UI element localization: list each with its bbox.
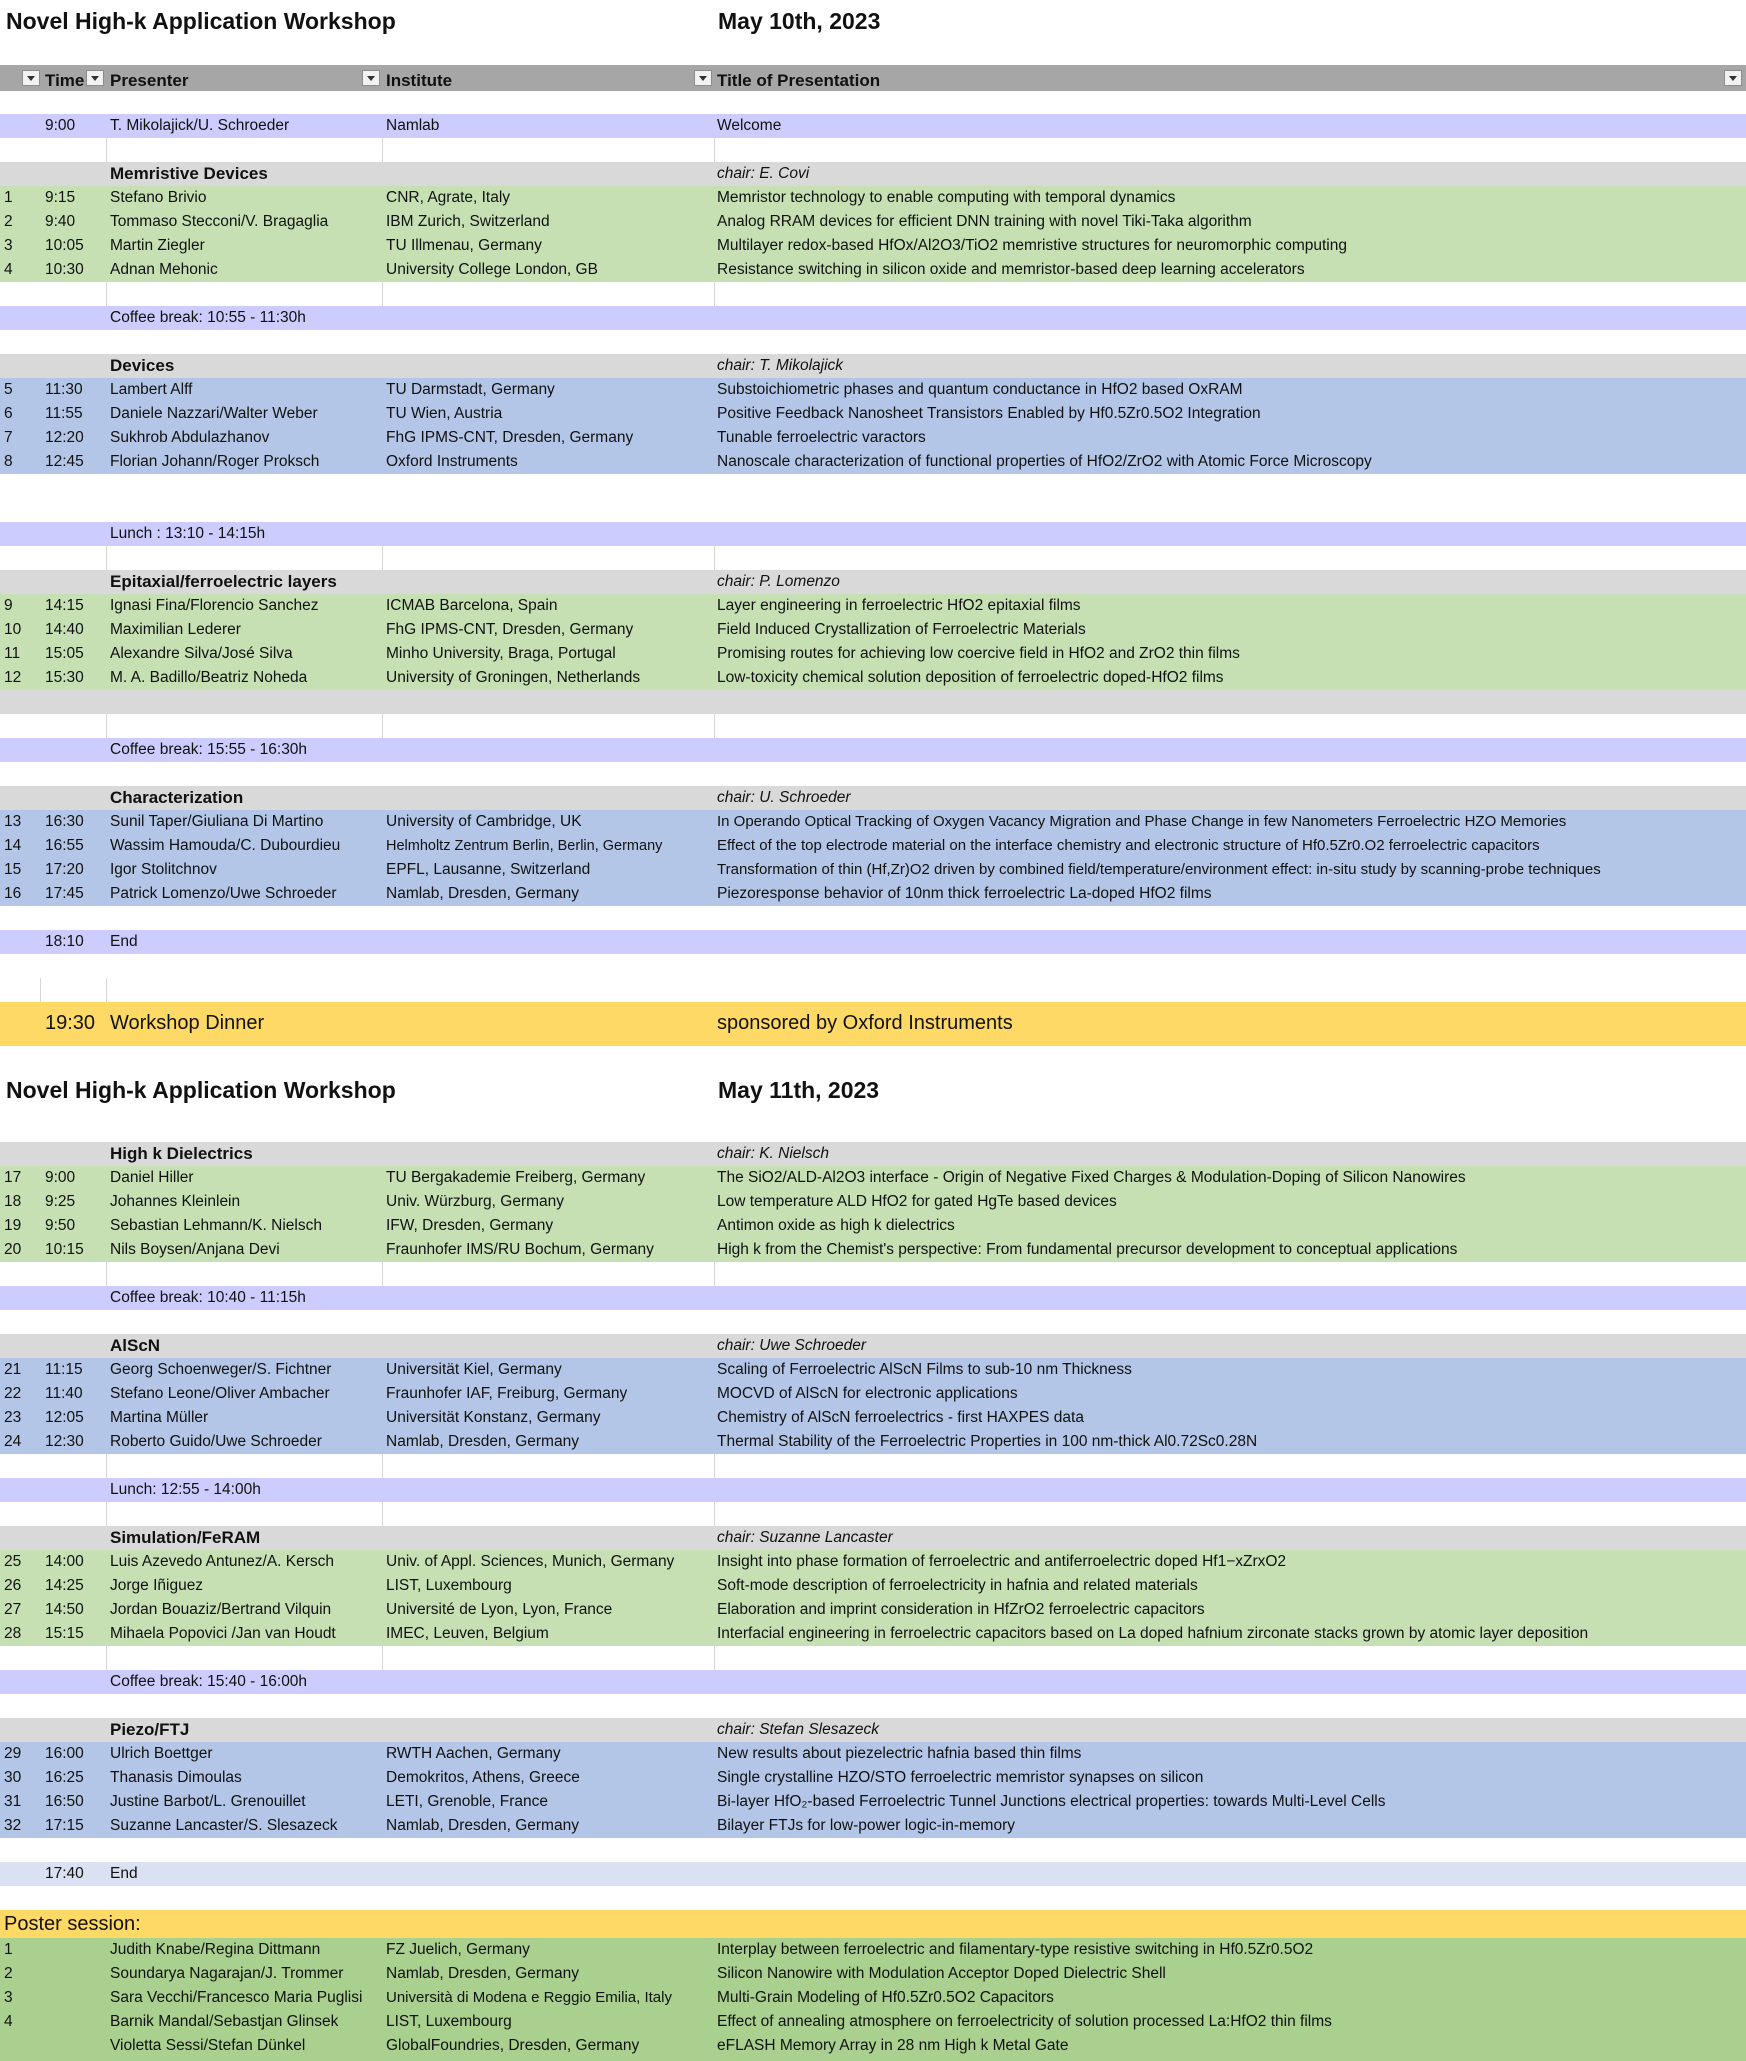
spacer-row — [0, 1454, 1746, 1478]
row-title: Promising routes for achieving low coercive field in HfO2 and ZrO2 thin films — [717, 645, 1240, 662]
row-presenter: Maximilian Lederer — [110, 621, 241, 638]
row-title: Substoichiometric phases and quantum conductance in HfO2 based OxRAM — [717, 381, 1243, 398]
row-time: 16:30 — [45, 813, 84, 830]
row-title: Nanoscale characterization of functional properties of HfO2/ZrO2 with Atomic Force Microscopy — [717, 453, 1372, 470]
row-number: 14 — [4, 837, 22, 854]
session-name: Characterization — [110, 788, 244, 807]
dinner-sponsor: sponsored by Oxford Instruments — [717, 1012, 1013, 1034]
row-title: Low-toxicity chemical solution deposition of ferroelectric doped-HfO2 films — [717, 669, 1224, 686]
row-institute: TU Bergakademie Freiberg, Germany — [386, 1169, 646, 1186]
row-presenter: M. A. Badillo/Beatriz Noheda — [110, 669, 308, 686]
row-time: 9:15 — [45, 189, 76, 206]
row-institute: CNR, Agrate, Italy — [386, 189, 511, 206]
table-row — [0, 1382, 1746, 1406]
row-presenter: Alexandre Silva/José Silva — [110, 645, 293, 662]
row-presenter: Stefano Brivio — [110, 189, 207, 206]
row-presenter: Johannes Kleinlein — [110, 1193, 241, 1210]
row-presenter: Judith Knabe/Regina Dittmann — [110, 1941, 321, 1958]
row-title: Resistance switching in silicon oxide and memristor-based deep learning accelerators — [717, 261, 1305, 278]
session-name: AlScN — [110, 1336, 161, 1355]
break-label: Coffee break: 10:55 - 11:30h — [110, 309, 306, 326]
row-institute: Université de Lyon, Lyon, France — [386, 1601, 613, 1618]
session-header — [0, 1334, 1746, 1358]
table-row — [0, 1622, 1746, 1646]
row-presenter: Ignasi Fina/Florencio Sanchez — [110, 597, 319, 614]
row-title: Memristor technology to enable computing with temporal dynamics — [717, 189, 1176, 206]
break-row — [0, 738, 1746, 762]
row-title: Elaboration and imprint consideration in HfZrO2 ferroelectric capacitors — [717, 1601, 1205, 1618]
row-time: 15:15 — [45, 1625, 84, 1642]
row-title: Multilayer redox-based HfOx/Al2O3/TiO2 memristive structures for neuromorphic computing — [717, 237, 1347, 254]
session-header — [0, 162, 1746, 186]
row-presenter: Luis Azevedo Antunez/A. Kersch — [110, 1553, 335, 1570]
table-row — [0, 1166, 1746, 1190]
row-institute: Namlab — [386, 117, 440, 134]
spacer-row — [0, 282, 1746, 306]
session-chair: chair: Stefan Slesazeck — [717, 1721, 879, 1738]
table-row — [0, 642, 1746, 666]
row-institute: Fraunhofer IAF, Freiburg, Germany — [386, 1385, 628, 1402]
row-title: Thermal Stability of the Ferroelectric Properties in 100 nm-thick Al0.72Sc0.28N — [717, 1433, 1258, 1450]
spacer-row — [0, 1646, 1746, 1670]
row-institute: Fraunhofer IMS/RU Bochum, Germany — [386, 1241, 654, 1258]
row-presenter: Adnan Mehonic — [110, 261, 218, 278]
row-time: 15:30 — [45, 669, 84, 686]
table-row — [0, 186, 1746, 210]
row-institute: Minho University, Braga, Portugal — [386, 645, 616, 662]
filter-dropdown-icon[interactable] — [22, 70, 40, 86]
spacer-row — [0, 1262, 1746, 1286]
row-time: 11:40 — [45, 1385, 83, 1402]
row-time: 11:15 — [45, 1361, 83, 1378]
table-row — [0, 378, 1746, 402]
row-presenter: Stefano Leone/Oliver Ambacher — [110, 1385, 330, 1402]
row-title: In Operando Optical Tracking of Oxygen Vacancy Migration and Phase Change in few Nanometers Ferroelectric HZO Memories — [717, 813, 1567, 830]
dinner-time: 19:30 — [45, 1012, 96, 1034]
row-time: 10:30 — [45, 261, 84, 278]
row-presenter: Jordan Bouaziz/Bertrand Vilquin — [110, 1601, 332, 1618]
list-item — [0, 2034, 1746, 2061]
break-label: Coffee break: 10:40 - 11:15h — [110, 1289, 306, 1306]
workshop-date: May 11th, 2023 — [718, 1077, 880, 1103]
row-time: 14:50 — [45, 1601, 84, 1618]
header-presenter: Presenter — [110, 71, 189, 90]
filter-dropdown-icon[interactable] — [362, 70, 380, 86]
row-time: 12:05 — [45, 1409, 84, 1426]
row-title: Positive Feedback Nanosheet Transistors Enabled by Hf0.5Zr0.5O2 Integration — [717, 405, 1261, 422]
row-time: 9:50 — [45, 1217, 76, 1234]
table-row — [0, 234, 1746, 258]
row-title: Bi-layer HfO₂-based Ferroelectric Tunnel Junctions electrical properties: towards Multi-Level Cells — [717, 1793, 1386, 1810]
spacer-row — [0, 690, 1746, 714]
row-presenter: Georg Schoenweger/S. Fichtner — [110, 1361, 332, 1378]
row-number: 23 — [4, 1409, 22, 1426]
spacer-row — [0, 978, 1746, 1002]
session-header — [0, 1718, 1746, 1742]
row-title: Effect of the top electrode material on the interface chemistry and electronic structure of Hf0.5Zr0.O2 ferroelectric capacitors — [717, 837, 1540, 854]
row-title: Low temperature ALD HfO2 for gated HgTe based devices — [717, 1193, 1117, 1210]
row-institute: Namlab, Dresden, Germany — [386, 1433, 579, 1450]
row-time: 9:25 — [45, 1193, 76, 1210]
break-label: Lunch : 13:10 - 14:15h — [110, 525, 266, 542]
row-number: 12 — [4, 669, 22, 686]
row-presenter: Soundarya Nagarajan/J. Trommer — [110, 1965, 344, 1982]
table-row — [0, 1190, 1746, 1214]
session-header — [0, 570, 1746, 594]
filter-dropdown-icon[interactable] — [694, 70, 712, 86]
row-time: 14:40 — [45, 621, 84, 638]
header-time: Time — [45, 71, 85, 90]
row-title: The SiO2/ALD-Al2O3 interface - Origin of Negative Fixed Charges & Modulation-Doping of Silicon Nanowires — [717, 1169, 1466, 1186]
session-chair: chair: K. Nielsch — [717, 1145, 829, 1162]
poster-heading: Poster session: — [4, 1913, 141, 1935]
workshop-title: Novel High-k Application Workshop — [6, 1077, 396, 1103]
table-row — [0, 210, 1746, 234]
row-time: 15:05 — [45, 645, 84, 662]
row-number: 31 — [4, 1793, 22, 1810]
row-number: 1 — [4, 1941, 13, 1958]
spacer-row — [0, 138, 1746, 162]
table-row — [0, 1550, 1746, 1574]
row-time: 17:15 — [45, 1817, 84, 1834]
row-title: Interplay between ferroelectric and filamentary-type resistive switching in Hf0.5Zr0.5O2 — [717, 1941, 1314, 1958]
dinner-row — [0, 1002, 1746, 1046]
table-row — [0, 1574, 1746, 1598]
table-row — [0, 834, 1746, 858]
row-time: 14:00 — [45, 1553, 84, 1570]
row-presenter: Sukhrob Abdulazhanov — [110, 429, 270, 446]
table-row — [0, 426, 1746, 450]
row-presenter: Violetta Sessi/Stefan Dünkel — [110, 2037, 306, 2054]
break-label: Coffee break: 15:55 - 16:30h — [110, 741, 308, 758]
row-number: 11 — [4, 645, 21, 662]
table-row — [0, 402, 1746, 426]
row-number: 13 — [4, 813, 22, 830]
row-institute: ICMAB Barcelona, Spain — [386, 597, 558, 614]
row-presenter: Mihaela Popovici /Jan van Houdt — [110, 1625, 336, 1642]
spacer-row — [0, 546, 1746, 570]
end-row — [0, 930, 1746, 954]
row-title: Tunable ferroelectric varactors — [717, 429, 926, 446]
header-title: Title of Presentation — [717, 71, 881, 90]
row-institute: GlobalFoundries, Dresden, Germany — [386, 2037, 640, 2054]
poster-header-row — [0, 1910, 1746, 1938]
session-header — [0, 1526, 1746, 1550]
row-time: 16:50 — [45, 1793, 84, 1810]
day1-title-row — [0, 2, 1746, 40]
row-time: 12:30 — [45, 1433, 84, 1450]
row-number: 30 — [4, 1769, 22, 1786]
row-presenter: Martina Müller — [110, 1409, 209, 1426]
row-time: 17:20 — [45, 861, 84, 878]
session-name: High k Dielectrics — [110, 1144, 253, 1163]
row-presenter: Daniele Nazzari/Walter Weber — [110, 405, 318, 422]
table-row — [0, 1214, 1746, 1238]
session-chair: chair: Suzanne Lancaster — [717, 1529, 893, 1546]
table-row — [0, 810, 1746, 834]
row-number: 4 — [4, 261, 13, 278]
row-number: 26 — [4, 1577, 22, 1594]
row-time: 9:00 — [45, 1169, 76, 1186]
session-name: Piezo/FTJ — [110, 1720, 190, 1739]
row-institute: Namlab, Dresden, Germany — [386, 1965, 579, 1982]
row-time: 16:55 — [45, 837, 84, 854]
row-time: 14:15 — [45, 597, 84, 614]
row-time: 14:25 — [45, 1577, 84, 1594]
dinner-label: Workshop Dinner — [110, 1012, 265, 1034]
table-row — [0, 618, 1746, 642]
row-number: 28 — [4, 1625, 22, 1642]
session-chair: chair: T. Mikolajick — [717, 357, 844, 374]
row-title: Soft-mode description of ferroelectricity in hafnia and related materials — [717, 1577, 1198, 1594]
row-presenter: Nils Boysen/Anjana Devi — [110, 1241, 280, 1258]
row-time: 12:20 — [45, 429, 84, 446]
row-presenter: Tommaso Stecconi/V. Bragaglia — [110, 213, 329, 230]
filter-dropdown-icon[interactable] — [86, 70, 104, 86]
table-row — [0, 450, 1746, 474]
row-institute: FhG IPMS-CNT, Dresden, Germany — [386, 429, 634, 446]
row-number: 25 — [4, 1553, 22, 1570]
row-institute: LETI, Grenoble, France — [386, 1793, 548, 1810]
row-number: 32 — [4, 1817, 22, 1834]
break-label: Lunch: 12:55 - 14:00h — [110, 1481, 261, 1498]
row-time: 17:45 — [45, 885, 84, 902]
list-item — [0, 1986, 1746, 2010]
row-title: Antimon oxide as high k dielectrics — [717, 1217, 955, 1234]
break-row — [0, 306, 1746, 330]
session-chair: chair: P. Lomenzo — [717, 573, 840, 590]
row-time: 11:55 — [45, 405, 83, 422]
row-number: 6 — [4, 405, 13, 422]
session-header — [0, 1142, 1746, 1166]
filter-dropdown-icon[interactable] — [1724, 70, 1742, 86]
row-number: 15 — [4, 861, 22, 878]
row-number: 3 — [4, 1989, 13, 2006]
row-title: Analog RRAM devices for efficient DNN training with novel Tiki-Taka algorithm — [717, 213, 1252, 230]
row-time: 18:10 — [45, 933, 84, 950]
end-label: End — [110, 1865, 138, 1882]
row-number: 3 — [4, 237, 13, 254]
row-number: 16 — [4, 885, 22, 902]
spacer-row — [0, 714, 1746, 738]
row-title: Bilayer FTJs for low-power logic-in-memory — [717, 1817, 1016, 1834]
row-presenter: Jorge Iñiguez — [110, 1577, 204, 1594]
row-institute: Helmholtz Zentrum Berlin, Berlin, Germany — [386, 838, 663, 854]
table-row — [0, 1238, 1746, 1262]
row-presenter: Igor Stolitchnov — [110, 861, 217, 878]
row-title: Scaling of Ferroelectric AlScN Films to sub-10 nm Thickness — [717, 1361, 1132, 1378]
table-header — [0, 65, 1746, 91]
row-number: 24 — [4, 1433, 22, 1450]
row-number: 20 — [4, 1241, 22, 1258]
row-presenter: Suzanne Lancaster/S. Slesazeck — [110, 1817, 338, 1834]
row-institute: LIST, Luxembourg — [386, 2013, 512, 2030]
row-institute: Namlab, Dresden, Germany — [386, 1817, 579, 1834]
row-number: 1 — [4, 189, 13, 206]
row-institute: TU Wien, Austria — [386, 405, 503, 422]
table-row — [0, 594, 1746, 618]
workshop-title: Novel High-k Application Workshop — [6, 8, 396, 34]
row-institute: Universität Konstanz, Germany — [386, 1409, 601, 1426]
row-title: Field Induced Crystallization of Ferroelectric Materials — [717, 621, 1086, 638]
row-number: 29 — [4, 1745, 22, 1762]
list-item — [0, 1962, 1746, 1986]
row-presenter: Justine Barbot/L. Grenouillet — [110, 1793, 306, 1810]
row-number: 21 — [4, 1361, 22, 1378]
row-institute: Oxford Instruments — [386, 453, 518, 470]
list-item — [0, 1938, 1746, 1962]
row-presenter: Wassim Hamouda/C. Dubourdieu — [110, 837, 341, 854]
row-time: 12:45 — [45, 453, 84, 470]
row-presenter: Martin Ziegler — [110, 237, 205, 254]
session-chair: chair: E. Covi — [717, 165, 810, 182]
session-chair: chair: Uwe Schroeder — [717, 1337, 867, 1354]
row-number: 8 — [4, 453, 13, 470]
break-row — [0, 522, 1746, 546]
row-presenter: T. Mikolajick/U. Schroeder — [110, 117, 290, 134]
row-title: Interfacial engineering in ferroelectric capacitors based on La doped hafnium zirconate stacks grown by atomic layer deposition — [717, 1625, 1589, 1642]
row-presenter: Roberto Guido/Uwe Schroeder — [110, 1433, 322, 1450]
row-presenter: Patrick Lomenzo/Uwe Schroeder — [110, 885, 337, 902]
row-institute: IBM Zurich, Switzerland — [386, 213, 550, 230]
row-title: High k from the Chemist's perspective: From fundamental precursor development to conceptual applications — [717, 1241, 1458, 1258]
table-row — [0, 858, 1746, 882]
row-time: 17:40 — [45, 1865, 84, 1882]
row-number: 9 — [4, 597, 13, 614]
row-title: Chemistry of AlScN ferroelectrics - first HAXPES data — [717, 1409, 1084, 1426]
row-title: New results about piezelectric hafnia based thin films — [717, 1745, 1082, 1762]
session-name: Epitaxial/ferroelectric layers — [110, 572, 337, 591]
row-number: 2 — [4, 213, 13, 230]
row-presenter: Thanasis Dimoulas — [110, 1769, 242, 1786]
row-institute: IMEC, Leuven, Belgium — [386, 1625, 549, 1642]
row-title: Multi-Grain Modeling of Hf0.5Zr0.5O2 Capacitors — [717, 1989, 1054, 2006]
row-presenter: Barnik Mandal/Sebastjan Glinsek — [110, 2013, 339, 2030]
table-row — [0, 1742, 1746, 1766]
row-institute: EPFL, Lausanne, Switzerland — [386, 861, 591, 878]
row-institute: IFW, Dresden, Germany — [386, 1217, 554, 1234]
workshop-date: May 10th, 2023 — [718, 8, 881, 34]
end-row — [0, 1862, 1746, 1886]
spacer-row — [0, 1502, 1746, 1526]
break-row — [0, 1286, 1746, 1310]
header-institute: Institute — [386, 71, 453, 90]
session-header — [0, 354, 1746, 378]
row-title: Layer engineering in ferroelectric HfO2 epitaxial films — [717, 597, 1081, 614]
break-row — [0, 1670, 1746, 1694]
row-institute: Universität Kiel, Germany — [386, 1361, 562, 1378]
row-institute: University of Cambridge, UK — [386, 813, 582, 830]
row-institute: University College London, GB — [386, 261, 598, 278]
end-label: End — [110, 933, 138, 950]
row-title: Silicon Nanowire with Modulation Acceptor Doped Dielectric Shell — [717, 1965, 1166, 1982]
row-time: 16:25 — [45, 1769, 84, 1786]
table-row — [0, 1790, 1746, 1814]
table-row — [0, 1598, 1746, 1622]
day2-title-row — [0, 1071, 1746, 1109]
table-row — [0, 882, 1746, 906]
break-row — [0, 1478, 1746, 1502]
row-time: 9:00 — [45, 117, 76, 134]
row-presenter: Daniel Hiller — [110, 1169, 194, 1186]
row-number: 7 — [4, 429, 13, 446]
row-institute: LIST, Luxembourg — [386, 1577, 512, 1594]
row-number: 18 — [4, 1193, 22, 1210]
row-institute: RWTH Aachen, Germany — [386, 1745, 561, 1762]
row-presenter: Sara Vecchi/Francesco Maria Puglisi — [110, 1989, 363, 2006]
row-presenter: Ulrich Boettger — [110, 1745, 213, 1762]
row-number: 27 — [4, 1601, 22, 1618]
row-presenter: Florian Johann/Roger Proksch — [110, 453, 320, 470]
session-header — [0, 786, 1746, 810]
row-number: 2 — [4, 1965, 13, 1982]
row-title: Transformation of thin (Hf,Zr)O2 driven by combined field/temperature/environment effect: in-situ study by scanning-probe techniques — [717, 861, 1601, 878]
row-institute: Demokritos, Athens, Greece — [386, 1769, 580, 1786]
table-row — [0, 1358, 1746, 1382]
row-title: Effect of annealing atmosphere on ferroelectricity of solution processed La:HfO2 thin films — [717, 2013, 1332, 2030]
table-row — [0, 1766, 1746, 1790]
row-time: 11:30 — [45, 381, 83, 398]
row-institute: University of Groningen, Netherlands — [386, 669, 641, 686]
table-row — [0, 666, 1746, 690]
row-presenter: Lambert Alff — [110, 381, 193, 398]
row-number: 10 — [4, 621, 22, 638]
row-time: 10:05 — [45, 237, 84, 254]
row-presenter: Sunil Taper/Giuliana Di Martino — [110, 813, 324, 830]
row-institute: Univ. of Appl. Sciences, Munich, Germany — [386, 1553, 675, 1570]
table-row — [0, 1814, 1746, 1838]
row-title: Piezoresponse behavior of 10nm thick ferroelectric La-doped HfO2 films — [717, 885, 1212, 902]
row-institute: FZ Juelich, Germany — [386, 1941, 530, 1958]
break-label: Coffee break: 15:40 - 16:00h — [110, 1673, 308, 1690]
row-title: Insight into phase formation of ferroelectric and antiferroelectric doped Hf1−xZrxO2 — [717, 1553, 1287, 1570]
row-institute: TU Darmstadt, Germany — [386, 381, 555, 398]
table-row — [0, 1430, 1746, 1454]
row-number: 22 — [4, 1385, 22, 1402]
row-institute: Univ. Würzburg, Germany — [386, 1193, 565, 1210]
row-number: 4 — [4, 2013, 13, 2030]
table-row — [0, 1406, 1746, 1430]
row-institute: Namlab, Dresden, Germany — [386, 885, 579, 902]
row-presenter: Sebastian Lehmann/K. Nielsch — [110, 1217, 322, 1234]
row-number: 5 — [4, 381, 13, 398]
row-title: Single crystalline HZO/STO ferroelectric memristor synapses on silicon — [717, 1769, 1204, 1786]
row-institute: TU Illmenau, Germany — [386, 237, 542, 254]
row-time: 9:40 — [45, 213, 76, 230]
row-title: Welcome — [717, 117, 782, 134]
welcome-row — [0, 114, 1746, 138]
row-title: eFLASH Memory Array in 28 nm High k Metal Gate — [717, 2037, 1069, 2054]
session-name: Memristive Devices — [110, 164, 268, 183]
row-institute: Università di Modena e Reggio Emilia, Italy — [386, 1989, 672, 2006]
row-number: 19 — [4, 1217, 22, 1234]
session-name: Devices — [110, 356, 175, 375]
row-title: MOCVD of AlScN for electronic applications — [717, 1385, 1018, 1402]
session-chair: chair: U. Schroeder — [717, 789, 851, 806]
row-time: 16:00 — [45, 1745, 84, 1762]
table-row — [0, 258, 1746, 282]
row-institute: FhG IPMS-CNT, Dresden, Germany — [386, 621, 634, 638]
row-time: 10:15 — [45, 1241, 84, 1258]
row-number: 17 — [4, 1169, 22, 1186]
session-name: Simulation/FeRAM — [110, 1528, 261, 1547]
list-item — [0, 2010, 1746, 2034]
